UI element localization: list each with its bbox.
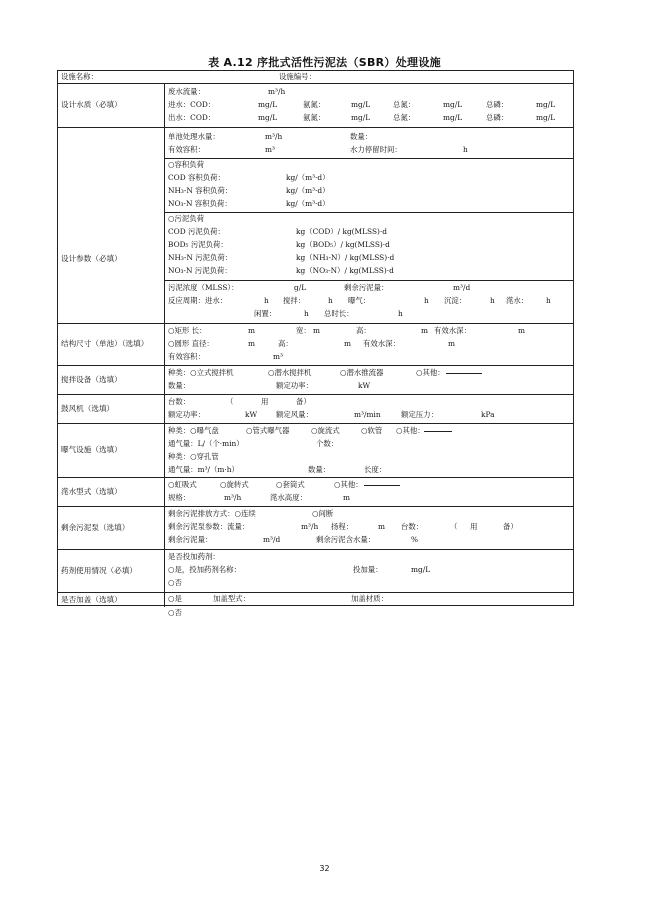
reaction-cycle-line: 反应周期：进水： h 搅拌： h 曝气： h 沉淀： h 滗水： h bbox=[168, 296, 551, 305]
row-label: 剩余污泥泵（选填） bbox=[58, 507, 165, 549]
row-label: 是否加盖（选填） bbox=[58, 593, 165, 607]
water-flow-line: 废水流量： m³/h bbox=[168, 87, 286, 96]
row-label: 鼓风机（选填） bbox=[58, 395, 165, 423]
row-label: 设计参数（必填） bbox=[58, 128, 165, 391]
covered-yes-line: ○是 加盖型式： 加盖材质： bbox=[168, 594, 388, 603]
form-table bbox=[57, 70, 574, 617]
effective-volume-line: 有效容积： m³ bbox=[168, 352, 283, 361]
bod-sludge-load: BOD₅ 污泥负荷： kg（BOD₅）/ kg(MLSS)·d bbox=[168, 240, 390, 249]
blower-rating-line: 额定功率： kW 额定风量： m³/min 额定压力： kPa bbox=[168, 410, 495, 419]
no3-volume-load: NO₃-N 容积负荷： kg/（m³·d） bbox=[168, 199, 330, 208]
row-decanter bbox=[58, 477, 573, 506]
airflow-line: 通气量：L/（个·min） 个数： bbox=[168, 439, 339, 448]
divider bbox=[165, 280, 573, 281]
blower-count-line: 台数： （ 用 备） bbox=[168, 397, 311, 406]
chemical-yes-line: ○是，投加药剂名称： 投加量： mg/L bbox=[168, 565, 431, 574]
other-blank bbox=[424, 425, 452, 432]
sludge-volume-line: 剩余污泥量： m³/d 剩余污泥含水量： % bbox=[168, 535, 419, 544]
mixer-count-line: 数量： 额定功率： kW bbox=[168, 381, 371, 390]
header-row bbox=[58, 71, 573, 83]
covered-no-line: ○否 bbox=[168, 608, 182, 617]
pipe-airflow-line: 通气量：m³/（m·h） 数量： 长度： bbox=[168, 465, 387, 474]
idle-line: 闲置： h 总时长： h bbox=[254, 309, 403, 318]
row-structure-size bbox=[58, 323, 573, 365]
rectangle-line: ○矩形 长： m 宽： m 高： m 有效水深： m bbox=[168, 326, 526, 335]
chemical-no-line: ○否 bbox=[168, 578, 182, 587]
facility-code-label: 设施编号： bbox=[279, 72, 316, 81]
volume-load-heading: ○容积负荷 bbox=[168, 160, 205, 169]
aerator-type-line: 种类：○曝气盘 ○管式曝气器 ○旋流式 ○软管 ○其他： bbox=[168, 426, 571, 436]
page-number: 32 bbox=[319, 864, 330, 873]
circle-line: ○圆形 直径： m 高： m 有效水深： m bbox=[168, 339, 456, 348]
chemical-question-line: 是否投加药剂： bbox=[168, 552, 220, 561]
influent-line: 进水：COD： mg/L 氨氮： mg/L 总氮： mg/L 总磷： mg/L bbox=[168, 100, 556, 109]
cod-volume-load: COD 容积负荷： kg/（m³·d） bbox=[168, 173, 330, 182]
table-title: 表 A.12 序批式活性污泥法（SBR）处理设施 bbox=[208, 56, 441, 69]
mlss-line: 污泥浓度（MLSS）： g/L 剩余污泥量： m³/d bbox=[168, 283, 471, 292]
nh3-volume-load: NH₃-N 容积负荷： kg/（m³·d） bbox=[168, 186, 330, 195]
row-label: 药剂使用情况（必填） bbox=[58, 550, 165, 592]
discharge-mode-line: 剩余污泥排放方式：○连续 ○间断 bbox=[168, 509, 334, 518]
nh3-sludge-load: NH₃-N 污泥负荷： kg（NH₃-N）/ kg(MLSS)·d bbox=[168, 253, 395, 262]
perforated-pipe-line: 种类：○穿孔管 bbox=[168, 452, 219, 461]
row-label: 结构尺寸（单池）（选填） bbox=[58, 324, 165, 365]
row-mixing-equipment bbox=[58, 365, 573, 394]
effluent-line: 出水：COD： mg/L 氨氮： mg/L 总氮： mg/L 总磷： mg/L bbox=[168, 113, 556, 122]
facility-name-label: 设施名称： bbox=[61, 72, 98, 81]
divider bbox=[165, 158, 573, 159]
sludge-load-heading: ○污泥负荷 bbox=[168, 214, 205, 223]
row-label: 搅拌设备（选填） bbox=[58, 366, 165, 394]
row-covered bbox=[58, 592, 573, 607]
decanter-type-line: ○虹吸式 ○旋转式 ○套筒式 ○其他： bbox=[168, 480, 571, 490]
effective-volume-line: 有效容积： m³ 水力停留时间： h bbox=[168, 145, 468, 154]
row-label: 滗水型式（选填） bbox=[58, 478, 165, 506]
pump-params-line: 剩余污泥泵参数：流量： m³/h 扬程： m 台数： （ 用 备） bbox=[168, 522, 518, 531]
other-blank bbox=[446, 367, 482, 374]
row-design-water-quality bbox=[58, 83, 573, 127]
row-sludge-pump bbox=[58, 506, 573, 549]
divider bbox=[165, 212, 573, 213]
cod-sludge-load: COD 污泥负荷： kg（COD）/ kg(MLSS)·d bbox=[168, 227, 387, 236]
other-blank bbox=[364, 479, 400, 486]
no3-sludge-load: NO₃-N 污泥负荷： kg（NO₃-N）/ kg(MLSS)·d bbox=[168, 266, 394, 275]
decanter-spec-line: 规格： m³/h 滗水高度： m bbox=[168, 493, 351, 502]
single-tank-flow-line: 单池处理水量： m³/h 数量： bbox=[168, 132, 373, 141]
row-blower bbox=[58, 394, 573, 423]
mixer-type-line: 种类：○立式搅拌机 ○潜水搅拌机 ○潜水推流器 ○其他： bbox=[168, 368, 571, 378]
row-aeration bbox=[58, 423, 573, 477]
row-chemical-usage bbox=[58, 549, 573, 592]
row-label: 设计水质（必填） bbox=[58, 84, 165, 127]
row-label: 曝气设施（选填） bbox=[58, 424, 165, 477]
